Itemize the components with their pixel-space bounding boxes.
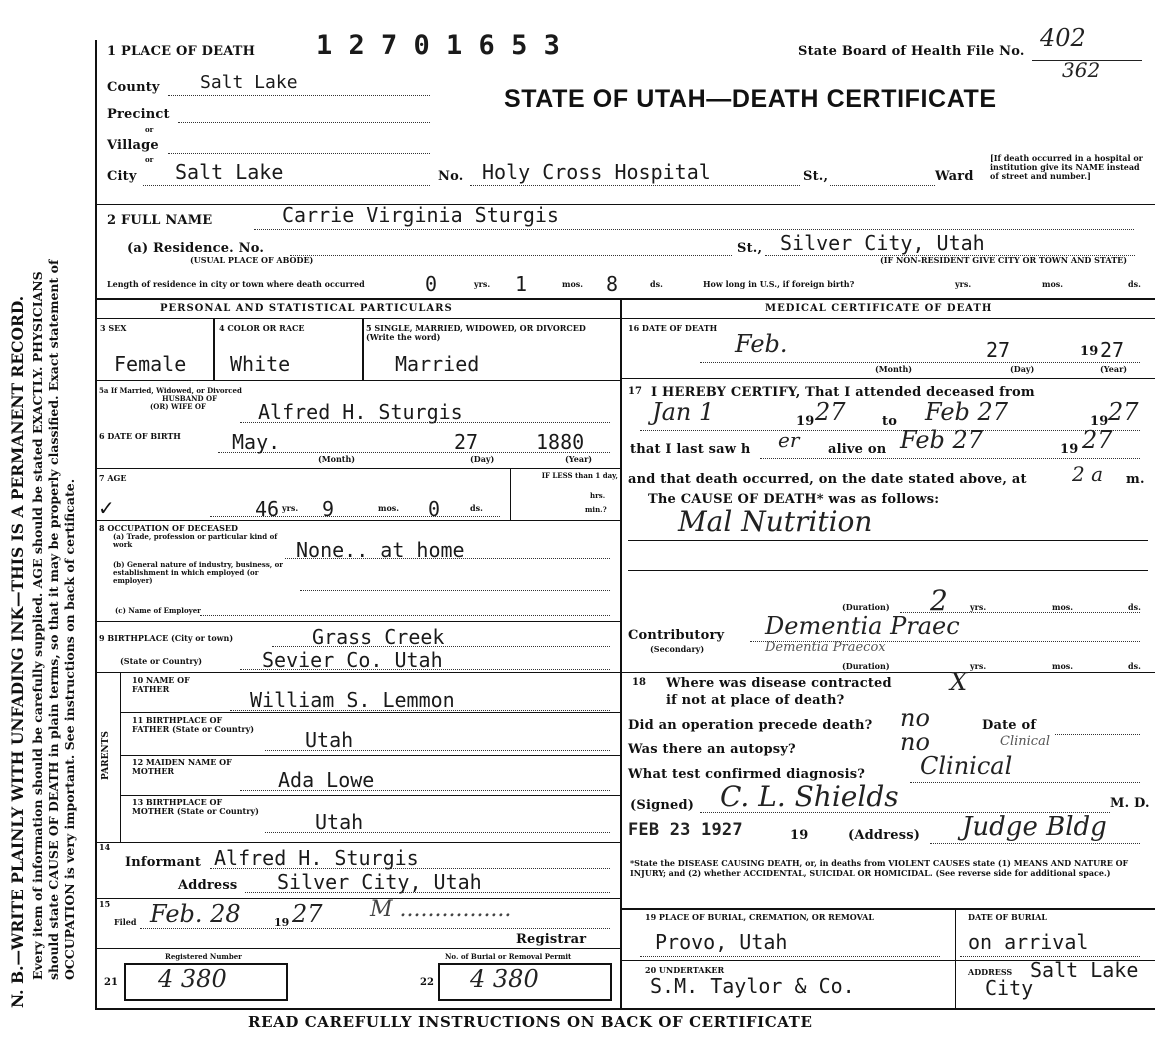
place-of-death-label: 1 PLACE OF DEATH	[107, 44, 256, 59]
attended-from-date: Jan 1	[652, 398, 715, 426]
undertaker-address-2: City	[985, 976, 1034, 1000]
file-no-value: 402	[1040, 24, 1086, 52]
test-value: Clinical	[920, 752, 1013, 780]
certificate-title: STATE OF UTAH—DEATH CERTIFICATE	[504, 85, 997, 113]
informant-address-label: Address	[178, 878, 238, 893]
last-seen-date: Feb 27	[900, 426, 984, 454]
age-yrs: 46	[255, 497, 280, 521]
physician-signature: C. L. Shields	[720, 780, 899, 813]
side-note-4: OCCUPATION is very important. See instructions on back of certificate.	[62, 478, 77, 980]
side-note-3: should state CAUSE OF DEATH in plain terms, so that it may be properly classified. Exact statement of	[46, 259, 61, 980]
hospital-value: Holy Cross Hospital	[482, 160, 711, 184]
contributory-value: Dementia Praec	[765, 612, 960, 640]
undertaker-address-1: Salt Lake	[1030, 958, 1139, 982]
contributory-label: Contributory	[628, 628, 725, 643]
burial-permit-value: 4 380	[470, 965, 539, 993]
autopsy-value: no	[900, 728, 930, 756]
length-yrs: 0	[425, 272, 438, 296]
ward-note: [If death occurred in a hospital or institution give its NAME instead of street and number.]	[990, 153, 1143, 181]
personal-heading: PERSONAL AND STATISTICAL PARTICULARS	[160, 303, 453, 314]
dob-year: 1880	[536, 430, 585, 454]
length-ds: 8	[606, 272, 619, 296]
death-month: Feb.	[735, 330, 788, 358]
no-label: No.	[438, 169, 464, 184]
full-name-value: Carrie Virginia Sturgis	[282, 203, 559, 227]
burial-date-value: on arrival	[968, 930, 1089, 954]
parents-label: PARENTS	[101, 731, 111, 780]
length-label: Length of residence in city or town where death occurred	[107, 279, 365, 289]
death-day: 27	[986, 338, 1011, 362]
city-label: City	[107, 169, 137, 184]
full-name-label: 2 FULL NAME	[107, 213, 213, 228]
cause-of-death-value: Mal Nutrition	[678, 505, 873, 538]
race-value: White	[230, 352, 291, 376]
st-label: St.,	[803, 169, 829, 184]
county-value: Salt Lake	[200, 72, 298, 93]
certificate-number: 1 2 7 0 1 6 5 3	[316, 30, 560, 61]
informant-address-value: Silver City, Utah	[277, 870, 482, 894]
age-ds: 0	[428, 497, 441, 521]
undertaker-value: S.M. Taylor & Co.	[650, 974, 855, 998]
city-value: Salt Lake	[175, 160, 284, 184]
burial-place-value: Provo, Utah	[655, 930, 788, 954]
death-year: 27	[1100, 338, 1125, 362]
side-note-2: Every item of information should be carefully supplied. AGE should be stated EXACTLY. PHYSICIANS	[30, 271, 45, 980]
age-mos: 9	[322, 497, 335, 521]
precinct-label: Precinct	[107, 107, 170, 122]
file-no-label: State Board of Health File No.	[798, 44, 1025, 59]
mother-birthplace-value: Utah	[315, 810, 364, 834]
marital-value: Married	[395, 352, 480, 376]
residence-label: (a) Residence. No.	[127, 241, 265, 256]
ward-label: Ward	[935, 169, 974, 184]
village-label: Village	[107, 138, 159, 153]
footer-instructions: READ CAREFULLY INSTRUCTIONS ON BACK OF CERTIFICATE	[248, 1013, 813, 1031]
informant-label: Informant	[125, 855, 202, 870]
occupation-value: None.. at home	[296, 538, 465, 562]
husband-value: Alfred H. Sturgis	[258, 400, 463, 424]
county-label: County	[107, 80, 160, 95]
dob-month: May.	[232, 430, 281, 454]
file-no-sub: 362	[1062, 58, 1101, 82]
father-value: William S. Lemmon	[250, 688, 455, 712]
sex-value: Female	[114, 352, 187, 376]
father-birthplace-value: Utah	[305, 728, 354, 752]
attended-to-date: Feb 27	[925, 398, 1009, 426]
medical-heading: MEDICAL CERTIFICATE OF DEATH	[765, 303, 993, 314]
informant-value: Alfred H. Sturgis	[214, 846, 419, 870]
registrar-signature: M ................	[370, 897, 512, 922]
cause-label: The CAUSE OF DEATH* was as follows:	[648, 492, 940, 507]
side-note-1: N. B.—WRITE PLAINLY WITH UNFADING INK—THIS IS A PERMANENT RECORD.	[8, 295, 27, 1008]
residence-value: Silver City, Utah	[780, 231, 985, 255]
mother-value: Ada Lowe	[278, 768, 375, 792]
operation-value: no	[900, 704, 930, 732]
length-mos: 1	[515, 272, 528, 296]
certify-text: I HEREBY CERTIFY, That I attended deceased from	[651, 385, 1035, 400]
received-stamp: FEB 23 1927	[628, 820, 743, 840]
age-check-mark: ✓	[98, 496, 115, 520]
registered-number-value: 4 380	[158, 965, 227, 993]
registrar-label: Registrar	[516, 932, 587, 947]
dob-day: 27	[454, 430, 479, 454]
filed-date: Feb. 28	[150, 900, 241, 928]
birthplace-value: Grass Creek	[312, 625, 445, 649]
birth-state-value: Sevier Co. Utah	[262, 648, 443, 672]
cause-footnote: *State the DISEASE CAUSING DEATH, or, in deaths from VIOLENT CAUSES state (1) MEANS AND NATURE OF INJURY; and (2) whether ACCIDENTAL, SUICIDAL OR HOMICIDAL. (See reverse side for additional space.)	[630, 858, 1129, 878]
physician-address: Judge Bldg	[962, 812, 1107, 842]
